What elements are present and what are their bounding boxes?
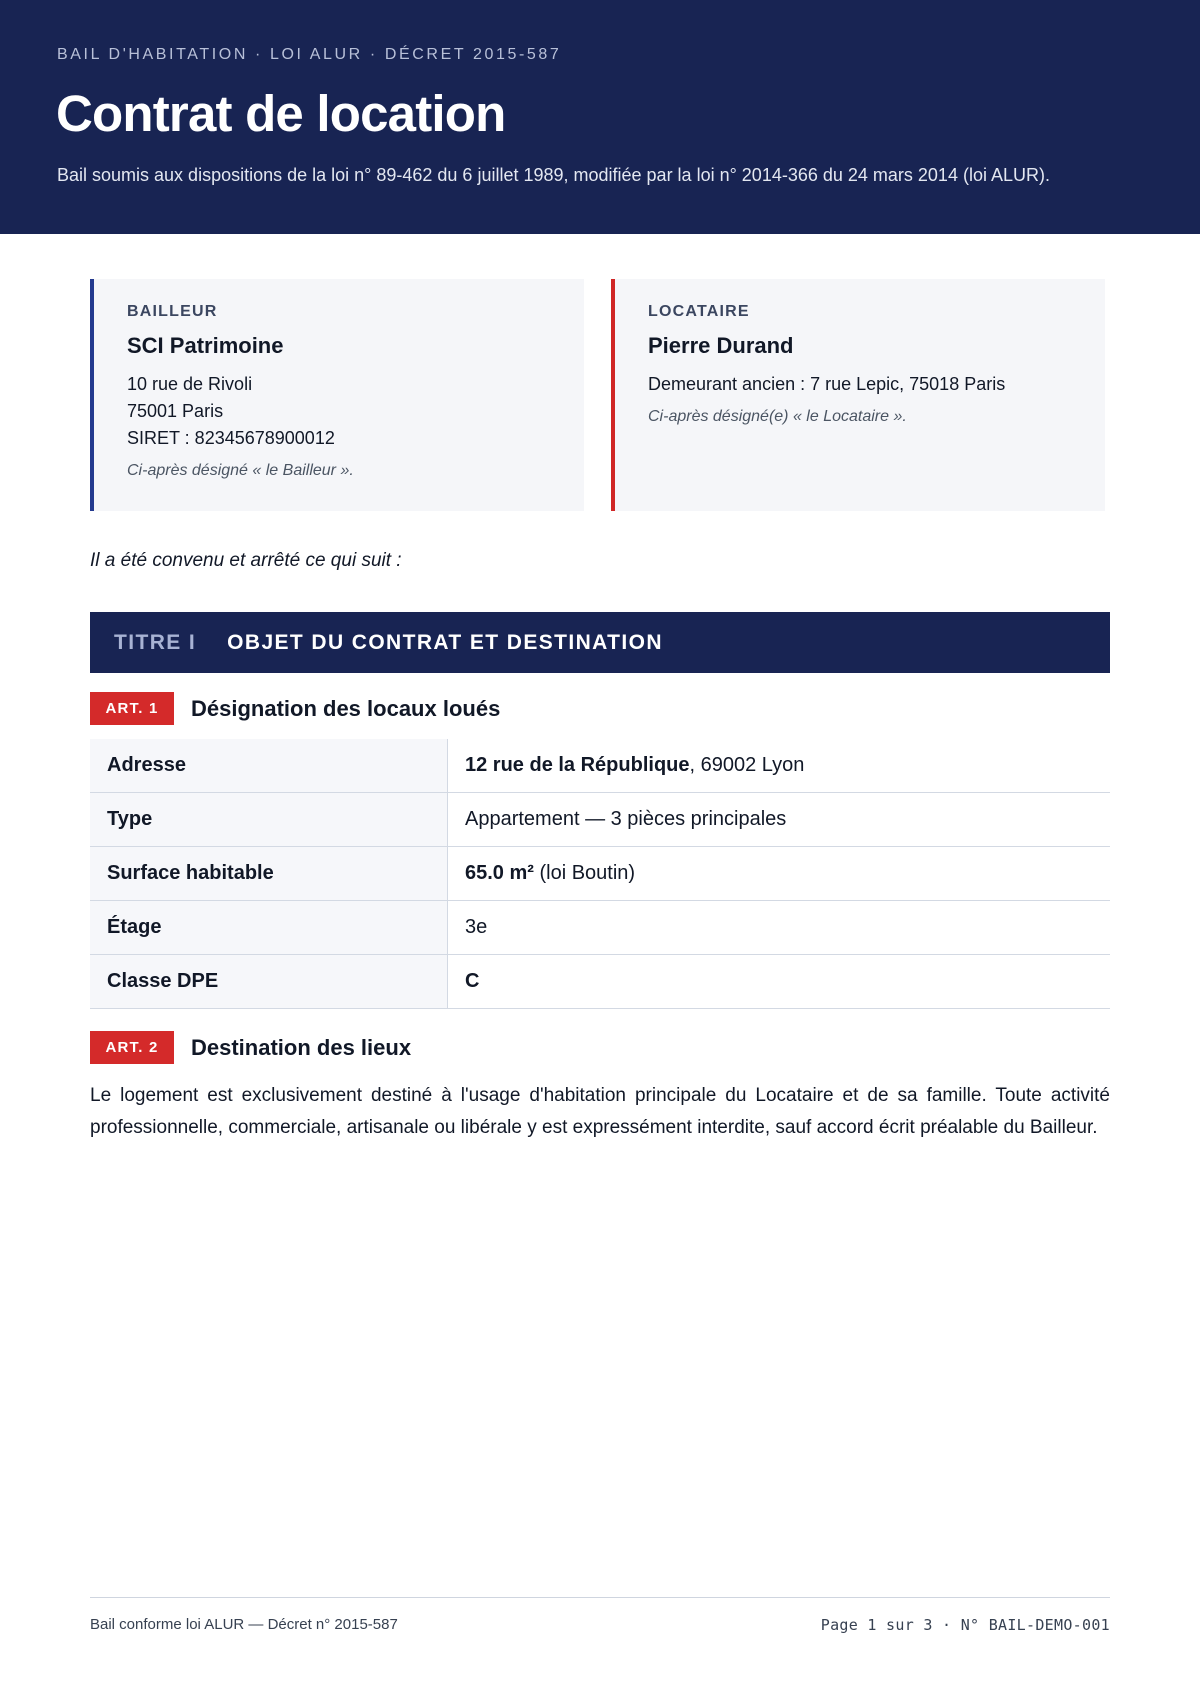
bailleur-card — [90, 279, 584, 511]
footer-page-reference: Page 1 sur 3 · N° BAIL-DEMO-001 — [820, 1616, 1110, 1634]
table-row — [90, 901, 1110, 955]
locataire-note: Ci-après désigné(e) « le Locataire ». — [648, 408, 907, 425]
article-1-heading: Désignation des locaux loués — [191, 695, 501, 721]
adresse-city: , 69002 Lyon — [689, 754, 805, 776]
row-label-etage: Étage — [90, 901, 448, 955]
dpe-class: C — [465, 970, 480, 992]
row-value-surface — [448, 847, 1111, 901]
bailleur-siret: SIRET : 82345678900012 — [127, 428, 335, 448]
bailleur-note: Ci-après désigné « le Bailleur ». — [127, 462, 354, 479]
row-value-adresse — [448, 739, 1111, 793]
article-2-badge: ART. 2 — [90, 1031, 174, 1064]
row-label-type: Type — [90, 793, 448, 847]
document-header — [0, 0, 1200, 234]
document-kicker: BAIL D'HABITATION · LOI ALUR · DÉCRET 2015-587 — [57, 46, 562, 63]
table-row — [90, 739, 1110, 793]
table-row — [90, 955, 1110, 1009]
designation-table — [90, 739, 1110, 1009]
titre-banner — [90, 612, 1110, 673]
document-title: Contrat de location — [56, 85, 506, 142]
row-label-dpe: Classe DPE — [90, 955, 448, 1009]
locataire-address: Demeurant ancien : 7 rue Lepic, 75018 Paris — [648, 374, 1006, 394]
table-row — [90, 847, 1110, 901]
footer-compliance-note: Bail conforme loi ALUR — Décret n° 2015-587 — [90, 1616, 398, 1633]
locataire-card — [611, 279, 1105, 511]
surface-value: 65.0 m² — [465, 862, 534, 884]
table-row — [90, 793, 1110, 847]
bailleur-address-line2: 75001 Paris — [127, 401, 224, 421]
adresse-street: 12 rue de la République — [465, 754, 690, 776]
row-value-etage: 3e — [448, 901, 1111, 955]
intro-text: Il a été convenu et arrêté ce qui suit : — [90, 550, 402, 571]
row-label-adresse: Adresse — [90, 739, 448, 793]
surface-note: (loi Boutin) — [533, 862, 636, 884]
row-value-type: Appartement — 3 pièces principales — [448, 793, 1111, 847]
titre-label: OBJET DU CONTRAT ET DESTINATION — [227, 630, 663, 654]
locataire-name: Pierre Durand — [648, 333, 794, 358]
article-1-badge: ART. 1 — [90, 692, 174, 725]
locataire-role: LOCATAIRE — [648, 303, 750, 320]
article-2-text: Le logement est exclusivement destiné à l'usage d'habitation principale du Locataire et de sa famille. Toute activité professionnelle, commerciale, artisanale ou libérale y est expressément interdite, sauf accord écrit préalable du Bailleur. — [90, 1085, 1110, 1138]
bailleur-address-line1: 10 rue de Rivoli — [127, 374, 253, 394]
row-label-surface: Surface habitable — [90, 847, 448, 901]
article-2-header — [90, 1031, 411, 1064]
article-2-heading: Destination des lieux — [191, 1034, 412, 1060]
bailleur-name: SCI Patrimoine — [127, 333, 284, 358]
document-subtitle: Bail soumis aux dispositions de la loi n° 89-462 du 6 juillet 1989, modifiée par la loi n° 2014-366 du 24 mars 2014 (loi ALUR). — [57, 165, 1050, 185]
row-value-dpe — [448, 955, 1111, 1009]
footer-divider — [90, 1597, 1110, 1598]
article-1-header — [90, 692, 500, 725]
titre-number: TITRE I — [114, 630, 197, 654]
bailleur-role: BAILLEUR — [127, 303, 218, 320]
